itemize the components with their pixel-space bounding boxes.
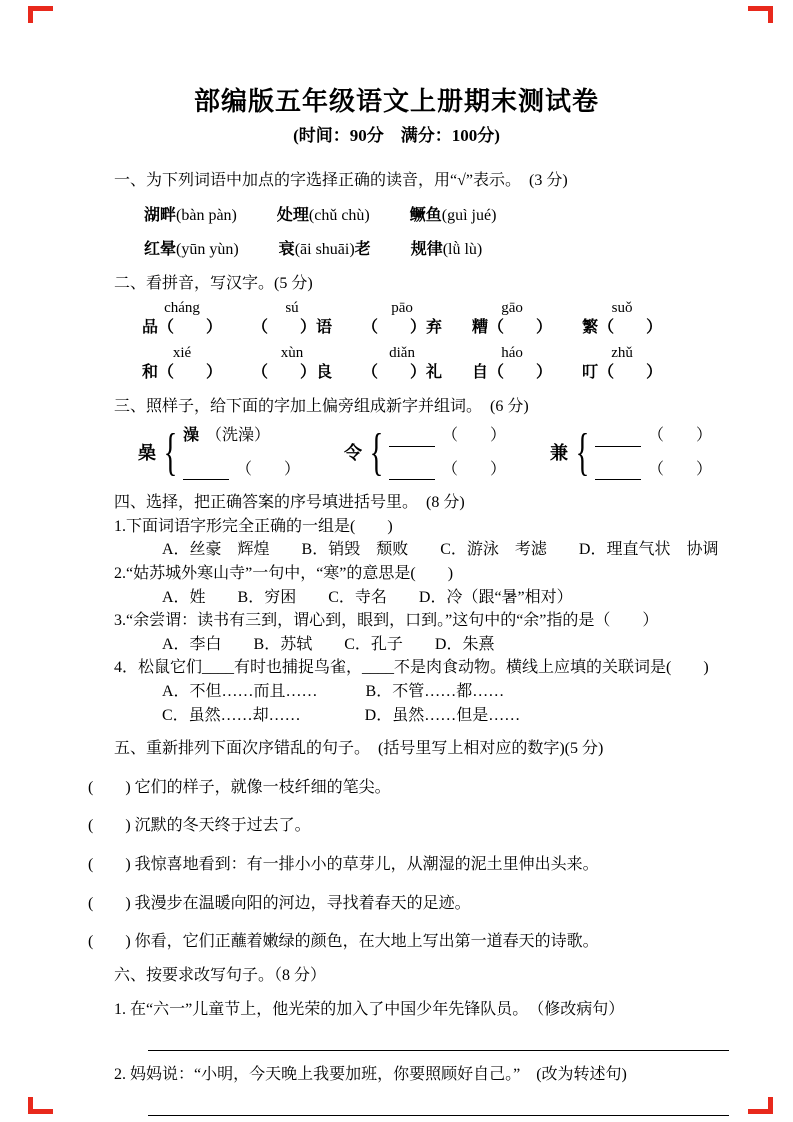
- word-text: 处理: [276, 206, 309, 224]
- pinyin-choices: (guì jué): [441, 206, 497, 224]
- pinyin-label: pāo: [391, 300, 413, 317]
- word-text: 红晕: [144, 241, 177, 259]
- answer-row: [595, 459, 712, 481]
- word-item: [144, 239, 239, 261]
- answer-blank: [595, 428, 641, 447]
- word-text: 湖畔: [144, 206, 177, 224]
- number-blank: ( ): [88, 933, 131, 951]
- example-word: （洗澡）: [205, 427, 270, 445]
- sentence-text: 你看，它们正蘸着嫩绿的颜色，在大地上写出第一道春天的诗歌。: [134, 933, 599, 951]
- word-item: [410, 205, 497, 227]
- pinyin-label: háo: [501, 344, 523, 361]
- answer-line-2: [148, 1086, 729, 1116]
- section-reorder-sentences: [88, 738, 737, 953]
- pinyin-row-2: [114, 344, 737, 384]
- pinyin-group: [582, 299, 662, 339]
- rewrite-item-2: 2. 妈妈说：“小明，今天晚上我要加班，你要照顾好自己。” (改为转述句): [114, 1065, 627, 1083]
- pinyin-group: [362, 344, 442, 384]
- word-item: [144, 205, 237, 227]
- pinyin-choices: (āi shuāi): [294, 241, 355, 259]
- base-character: 兼: [549, 442, 568, 463]
- character-blank: 和（ ）: [142, 363, 223, 381]
- word-blank: （ ）: [647, 460, 712, 478]
- crop-mark-bottom-right-icon: [748, 1097, 773, 1114]
- character-blank: （ ）良: [252, 363, 333, 381]
- word-item: [277, 205, 370, 227]
- answer-row: [595, 425, 712, 447]
- question-options: A．不但……而且…… B．不管……都……: [162, 683, 505, 701]
- pinyin-label: gāo: [501, 300, 523, 317]
- word-blank: （ ）: [235, 460, 300, 478]
- pinyin-row-1: [114, 299, 737, 339]
- character-blank: 自（ ）: [472, 363, 553, 381]
- section-2-header: 二、看拼音，写汉字。(5 分): [114, 274, 313, 292]
- section-pronunciation: [114, 170, 737, 261]
- paper-body: [0, 148, 793, 1116]
- page-subtitle: (时间：90分 满分：100分): [293, 126, 500, 146]
- word-text: 衰: [278, 241, 295, 259]
- pinyin-group: [472, 344, 552, 384]
- crop-mark-top-left-icon: [28, 6, 53, 23]
- answer-row: [389, 425, 506, 447]
- reorder-item-1: [88, 777, 737, 799]
- brace-icon: {: [575, 423, 590, 481]
- section-6-header: 六、按要求改写句子。（8 分）: [114, 966, 327, 984]
- section-4-header: 四、选择，把正确答案的序号填进括号里。 (8 分): [114, 494, 465, 512]
- question-stem: 1.下面词语字形完全正确的一组是( ): [114, 517, 393, 535]
- character-blank: （ ）语: [252, 319, 333, 337]
- pinyin-label: cháng: [164, 300, 200, 317]
- reorder-item-3: [88, 854, 737, 876]
- section-write-characters: [114, 273, 737, 384]
- pinyin-choices: (yūn yùn): [176, 241, 239, 259]
- question-stem: 4．松鼠它们____有时也捕捉鸟雀，____不是肉食动物。横线上应填的关联词是( ): [114, 659, 709, 677]
- pinyin-group: [362, 299, 442, 339]
- crop-mark-bottom-left-icon: [28, 1097, 53, 1114]
- pinyin-group: [252, 299, 332, 339]
- section-3-header: 三、照样子，给下面的字加上偏旁组成新字并组词。 (6 分): [114, 397, 529, 415]
- character-blank: （ ）礼: [362, 363, 443, 381]
- word-text: 鳜鱼: [409, 206, 442, 224]
- pinyin-label: xùn: [280, 344, 304, 361]
- word-item: [279, 239, 371, 261]
- brace-group-zao: [138, 425, 300, 480]
- section-rewrite-sentences: [114, 965, 737, 1116]
- character-blank: 品（ ）: [142, 319, 223, 337]
- question-2: [114, 563, 737, 608]
- character-blank: 繁（ ）: [582, 319, 663, 337]
- number-blank: ( ): [88, 817, 131, 835]
- reorder-item-2: [88, 815, 737, 837]
- pinyin-choices: (bàn pàn): [176, 206, 237, 224]
- pinyin-group: [142, 344, 222, 384]
- brace-group-ling: [344, 425, 506, 480]
- number-blank: ( ): [88, 778, 131, 796]
- brace-icon: {: [369, 423, 384, 481]
- character-blank: 糟（ ）: [472, 319, 553, 337]
- brace-icon: {: [163, 423, 178, 481]
- pinyin-label: zhǔ: [611, 344, 633, 361]
- pinyin-group: [252, 344, 332, 384]
- sentence-text: 沉默的冬天终于过去了。: [134, 817, 311, 835]
- sentence-text: 我惊喜地看到：有一排小小的草芽儿，从潮湿的泥土里伸出头来。: [134, 856, 599, 873]
- pinyin-label: sú: [285, 300, 299, 317]
- pinyin-choices: (lǜ lù): [442, 241, 483, 259]
- answer-row: [183, 459, 300, 481]
- question-options: A．丝豪 辉煌 B．销毁 颓败 C．游泳 考滤 D．理直气状 协调: [162, 541, 719, 559]
- question-stem: 3.“余尝谓：读书有三到，谓心到，眼到，口到。”这句中的“余”指的是（ ）: [114, 612, 659, 630]
- sentence-text: 它们的样子，就像一枝纤细的笔尖。: [134, 778, 391, 796]
- answer-blank: [389, 428, 435, 447]
- answer-blank: [595, 461, 641, 480]
- answer-line-1: [148, 1021, 729, 1051]
- reorder-item-4: [88, 893, 737, 915]
- section-multiple-choice: [114, 492, 737, 726]
- section-1-word-row-2: [114, 239, 737, 261]
- question-options: A．李白 B．苏轼 C．孔子 D．朱熹: [162, 635, 495, 653]
- question-options: A．姓 B．穷困 C．寺名 D．冷（跟“暑”相对）: [162, 588, 573, 606]
- base-character: 喿: [138, 442, 156, 463]
- pinyin-group: [142, 299, 222, 339]
- question-3: [114, 610, 737, 655]
- page-title: 部编版五年级语文上册期末测试卷: [193, 87, 599, 116]
- section-5-header: 五、重新排列下面次序错乱的句子。 (括号里写上相对应的数字)(5 分): [114, 740, 604, 758]
- brace-groups: [114, 425, 737, 480]
- question-options: C．虽然……却…… D．虽然……但是……: [162, 706, 521, 724]
- base-character: 令: [343, 442, 362, 463]
- question-4: [114, 657, 737, 726]
- word-blank: （ ）: [647, 427, 712, 445]
- section-1-word-row-1: [114, 205, 737, 227]
- number-blank: ( ): [88, 894, 131, 912]
- reorder-item-5: [88, 931, 737, 953]
- section-1-header: 一、为下列词语中加点的字选择正确的读音，用“√”表示。 (3 分): [114, 172, 568, 190]
- character-blank: （ ）弃: [362, 319, 443, 337]
- word-blank: （ ）: [441, 427, 506, 445]
- example-row: [183, 425, 300, 447]
- crop-mark-top-right-icon: [748, 6, 773, 23]
- section-radicals: [114, 396, 737, 481]
- question-1: [114, 516, 737, 561]
- rewrite-item-1: 1. 在“六一”儿童节上，他光荣的加入了中国少年先锋队员。 （修改病句）: [114, 1001, 625, 1019]
- brace-group-jian: [550, 425, 712, 480]
- word-blank: （ ）: [441, 460, 506, 478]
- word-suffix: 老: [354, 241, 371, 259]
- pinyin-group: [582, 344, 662, 384]
- pinyin-group: [472, 299, 552, 339]
- character-blank: 叮（ ）: [582, 363, 663, 381]
- number-blank: ( ): [88, 856, 131, 873]
- pinyin-choices: (chǔ chù): [308, 206, 370, 224]
- answer-blank: [389, 461, 435, 480]
- question-stem: 2.“姑苏城外寒山寺”一句中，“寒”的意思是( ): [114, 565, 454, 583]
- example-answer: 澡: [182, 427, 199, 445]
- pinyin-label: diǎn: [389, 344, 415, 361]
- pinyin-label: suǒ: [611, 300, 633, 317]
- answer-row: [389, 459, 506, 481]
- answer-blank: [183, 461, 229, 480]
- word-text: 规律: [410, 241, 443, 259]
- sentence-text: 我漫步在温暖向阳的河边，寻找着春天的足迹。: [134, 894, 471, 912]
- word-item: [411, 239, 483, 261]
- pinyin-label: xié: [172, 344, 192, 361]
